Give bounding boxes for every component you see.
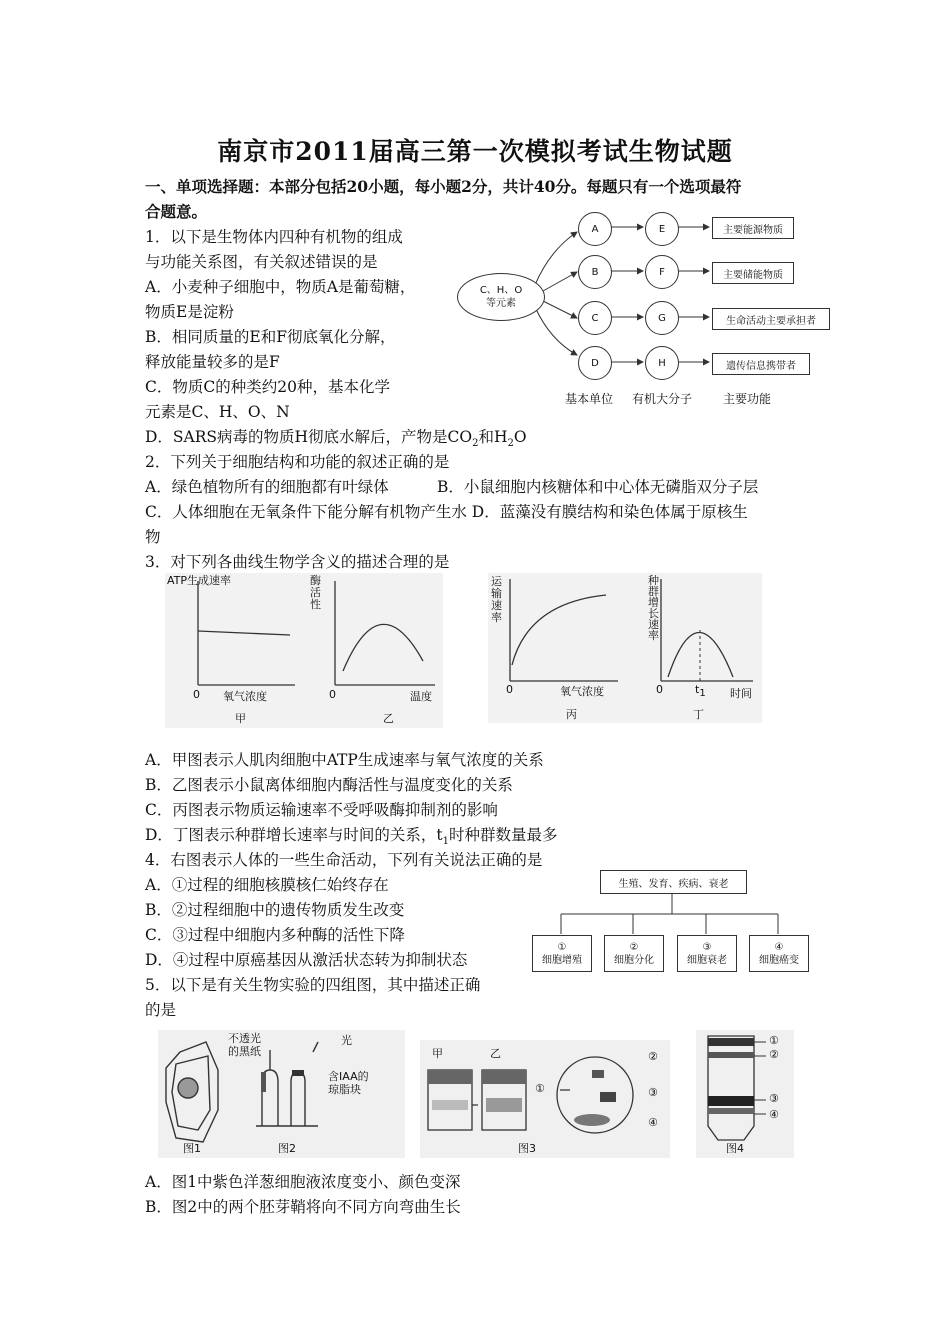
jia-x-label: 氧气浓度	[223, 690, 267, 703]
q5-fig3-drawing	[420, 1040, 670, 1158]
q3-graphs-right	[488, 573, 762, 723]
function-box-f: 主要储能物质	[712, 262, 794, 284]
section-heading-cont: 合题意。	[145, 202, 208, 221]
q4-diagram	[528, 870, 808, 976]
cancer-box: ④ 细胞癌变	[749, 935, 809, 972]
footer-functions: 主要功能	[723, 392, 772, 406]
fig4-label: 图4	[726, 1142, 744, 1155]
q2-option-a: A．绿色植物所有的细胞都有叶绿体	[145, 478, 389, 496]
elements-oval: C、H、O 等元素	[457, 273, 545, 321]
senescence-box: ③ 细胞衰老	[677, 935, 737, 972]
fig3-mark-4: ④	[648, 1116, 658, 1129]
fig3-label: 图3	[518, 1142, 536, 1155]
q3-option-a: A．甲图表示人肌肉细胞中ATP生成速率与氧气浓度的关系	[145, 751, 544, 769]
q4-stem: 4．右图表示人体的一些生命活动，下列有关说法正确的是	[145, 851, 543, 869]
fig4-mark-1: ①	[769, 1034, 779, 1047]
macro-g: G	[645, 301, 679, 335]
q4-option-a: A．①过程的细胞核膜核仁始终存在	[145, 876, 389, 894]
fig3-jia: 甲	[432, 1047, 443, 1060]
unit-a: A	[578, 212, 612, 246]
q1-stem-cont: 与功能关系图，有关叙述错误的是	[145, 253, 378, 271]
q1-diagram	[455, 205, 845, 410]
bing-name: 丙	[566, 708, 577, 721]
unit-d: D	[578, 346, 612, 380]
fig4-mark-3: ③	[769, 1092, 779, 1105]
q2-option-d-cont: 物	[145, 528, 161, 546]
q1-option-a: A．小麦种子细胞中，物质A是葡萄糖，	[145, 278, 416, 296]
yi-x-label: 温度	[410, 690, 432, 703]
q3-option-c: C．丙图表示物质运输速率不受呼吸酶抑制剂的影响	[145, 801, 498, 819]
q5-fig4	[696, 1030, 794, 1158]
jia-origin: 0	[193, 688, 200, 701]
q1-option-a-cont: 物质E是淀粉	[145, 303, 234, 321]
q1-option-b: B．相同质量的E和F彻底氧化分解，	[145, 328, 396, 346]
q3-option-b: B．乙图表示小鼠离体细胞内酶活性与温度变化的关系	[145, 776, 513, 794]
q1-option-b-cont: 释放能量较多的是F	[145, 353, 280, 371]
ding-name: 丁	[693, 708, 704, 721]
function-box-h: 遗传信息携带者	[712, 353, 810, 375]
fig2-label: 图2	[278, 1142, 296, 1155]
q5-fig4-drawing	[696, 1030, 794, 1158]
fig2-paper-label: 不透光 的黑纸	[228, 1032, 261, 1058]
unit-b: B	[578, 255, 612, 289]
q5-fig3	[420, 1040, 670, 1158]
jia-y-label: ATP生成速率	[167, 574, 232, 587]
bing-origin: 0	[506, 683, 513, 696]
yi-name: 乙	[383, 712, 394, 725]
macro-h: H	[645, 346, 679, 380]
q1-option-c-cont: 元素是C、H、O、N	[145, 403, 290, 421]
bing-x-label: 氧气浓度	[560, 685, 604, 698]
bing-y-label: 运输速率	[491, 575, 502, 624]
fig2-iaa-label: 含IAA的 琼脂块	[328, 1070, 369, 1096]
differentiation-box: ② 细胞分化	[604, 935, 664, 972]
q2-stem: 2．下列关于细胞结构和功能的叙述正确的是	[145, 453, 450, 471]
q2-option-c-d: C．人体细胞在无氧条件下能分解有机物产生水 D．蓝藻没有膜结构和染色体属于原核生	[145, 503, 748, 521]
fig1-label: 图1	[183, 1142, 201, 1155]
q3-option-d: D．丁图表示种群增长速率与时间的关系，$t_1$时种群数量最多	[145, 826, 558, 848]
q3-stem: 3．对下列各曲线生物学含义的描述合理的是	[145, 553, 450, 571]
ding-origin: 0	[656, 683, 663, 696]
q1-option-c: C．物质C的种类约20种，基本化学	[145, 378, 390, 396]
q4-option-d: D．④过程中原癌基因从激活状态转为抑制状态	[145, 951, 468, 969]
ding-x-label: 时间	[730, 687, 752, 700]
yi-y-label: 酶活性	[310, 574, 321, 611]
proliferation-box: ① 细胞增殖	[532, 935, 592, 972]
function-box-g: 生命活动主要承担者	[712, 308, 830, 330]
macro-e: E	[645, 212, 679, 246]
fig3-yi: 乙	[490, 1047, 501, 1060]
q4-option-c: C．③过程中细胞内多种酶的活性下降	[145, 926, 405, 944]
section-heading: 一、单项选择题：本部分包括20小题，每小题2分，共计40分。每题只有一个选项最符	[145, 177, 742, 196]
fig4-mark-4: ④	[769, 1108, 779, 1121]
q3-bing-ding-curves	[488, 573, 762, 723]
life-activities-box: 生殖、发育、疾病、衰老	[600, 870, 747, 894]
fig3-mark-1: ①	[535, 1082, 545, 1095]
fig3-mark-2: ②	[648, 1050, 658, 1063]
yi-origin: 0	[329, 688, 336, 701]
q1-option-d: D．SARS病毒的物质H彻底水解后，产物是$CO_2$和$H_2O$	[145, 428, 527, 450]
q5-option-a: A．图1中紫色洋葱细胞液浓度变小、颜色变深	[145, 1173, 461, 1191]
function-box-e: 主要能源物质	[712, 217, 794, 239]
q5-fig1-fig2	[158, 1030, 405, 1158]
fig2-light-label: 光	[341, 1034, 352, 1047]
unit-c: C	[578, 301, 612, 335]
footer-macros: 有机大分子	[632, 392, 693, 406]
jia-name: 甲	[235, 712, 246, 725]
fig4-mark-2: ②	[769, 1048, 779, 1061]
q3-jia-yi-curves	[165, 573, 443, 728]
ding-y-label: 种群增长速率	[648, 574, 659, 642]
q3-graphs-left	[165, 573, 443, 728]
q5-option-b: B．图2中的两个胚芽鞘将向不同方向弯曲生长	[145, 1198, 461, 1216]
footer-units: 基本单位	[565, 392, 614, 406]
q2-option-b: B．小鼠细胞内核糖体和中心体无磷脂双分子层	[437, 478, 759, 496]
q5-stem-cont: 的是	[145, 1001, 177, 1019]
q1-stem: 1．以下是生物体内四种有机物的组成	[145, 228, 403, 246]
fig3-mark-3: ③	[648, 1086, 658, 1099]
q4-option-b: B．②过程细胞中的遗传物质发生改变	[145, 901, 405, 919]
q5-stem: 5．以下是有关生物实验的四组图，其中描述正确	[145, 976, 481, 994]
page-title: 南京市2011届高三第一次模拟考试生物试题	[217, 137, 733, 166]
macro-f: F	[645, 255, 679, 289]
ding-t1: $t_1$	[695, 683, 706, 700]
